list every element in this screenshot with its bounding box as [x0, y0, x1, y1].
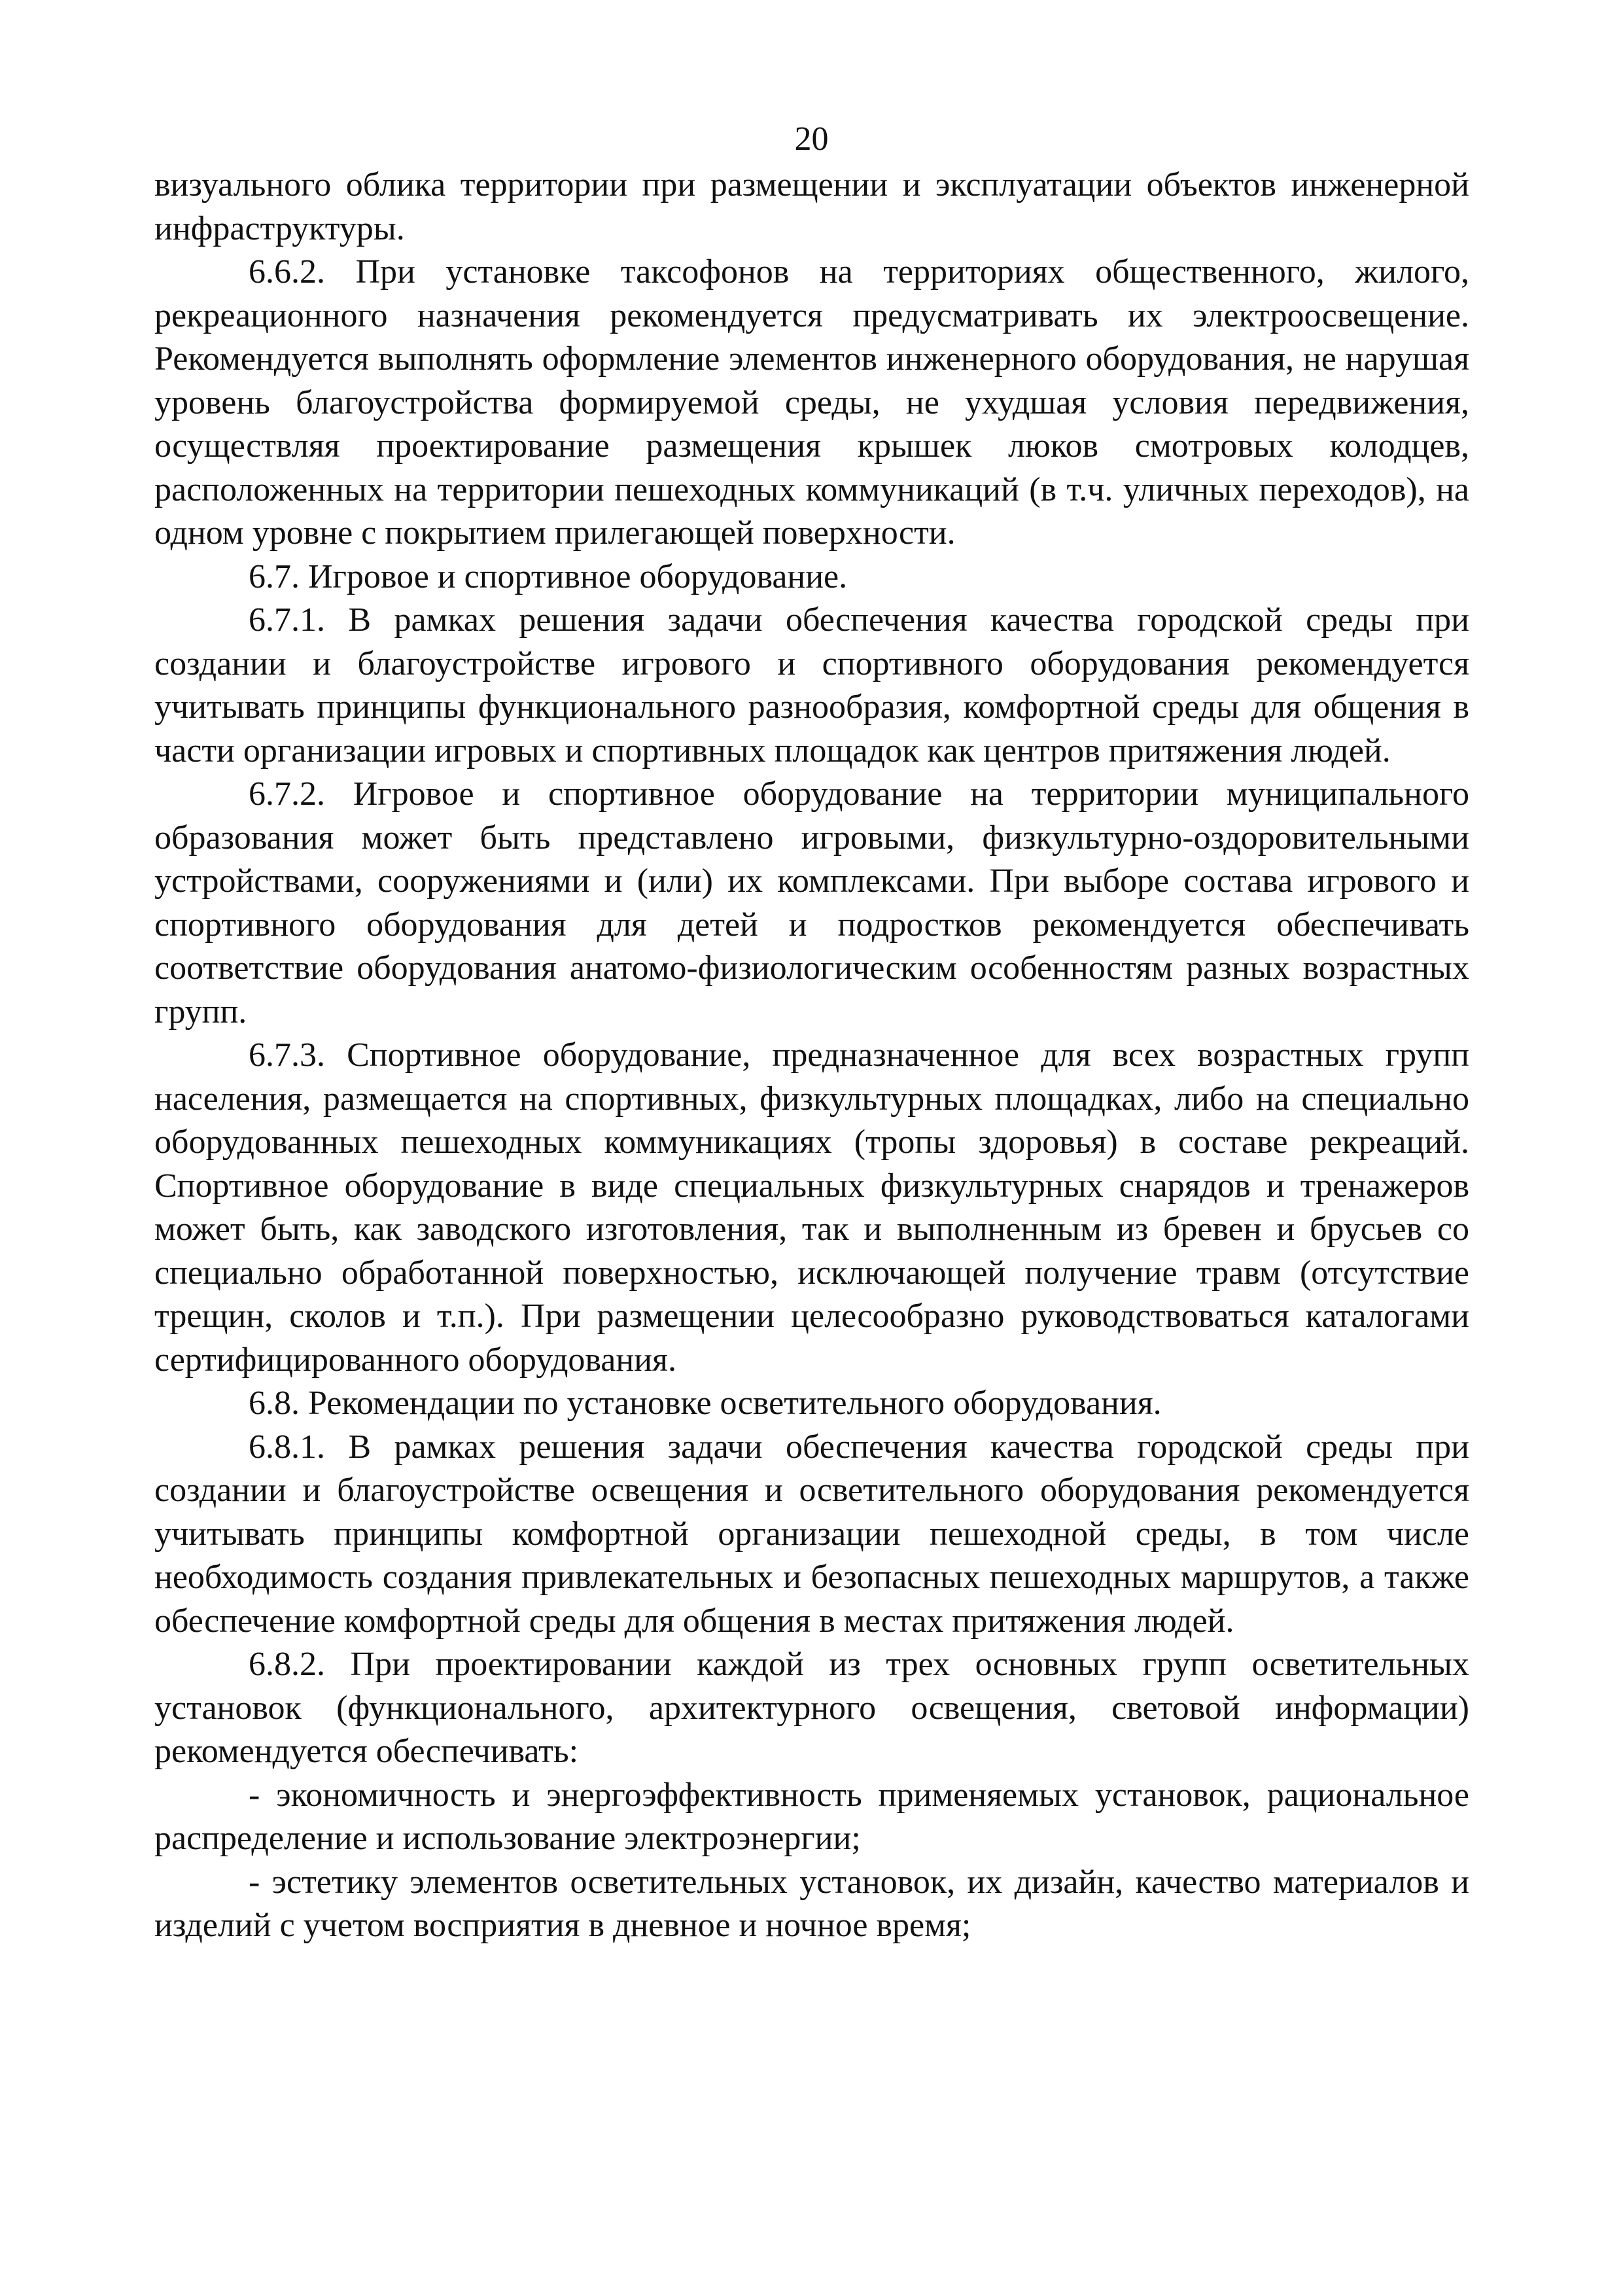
paragraph-6-8-2: 6.8.2. При проектировании каждой из трех основных групп осветительных установок (функционального, архитектурного освещения, световой информации) рекомендуется обеспечивать: — [154, 1646, 1469, 1770]
paragraph-6-7-2: 6.7.2. Игровое и спортивное оборудование на территории муниципального образования может быть представлено игровыми, физкультурно-оздоровительными устройствами, сооружениями и (или) их комплексами. При выборе состава игрового и спортивного оборудования для детей и подростков рекомендуется обеспечивать соответствие оборудования анатомо-физиологическим особенностям разных возрастных групп. — [154, 775, 1469, 1031]
paragraph-continuation: визуального облика территории при размещении и эксплуатации объектов инженерной инфраструктуры. — [154, 166, 1469, 247]
paragraph-6-7-1: 6.7.1. В рамках решения задачи обеспечения качества городской среды при создании и благоустройстве игрового и спортивного оборудования рекомендуется учитывать принципы функционального разнообразия, комфортной среды для общения в части организации игровых и спортивных площадок как центров притяжения людей. — [154, 601, 1469, 769]
paragraph-6-8-1: 6.8.1. В рамках решения задачи обеспечения качества городской среды при создании и благоустройстве освещения и осветительного оборудования рекомендуется учитывать принципы комфортной организации пешеходной среды, в том числе необходимость создания привлекательных и безопасных пешеходных маршрутов, а также обеспечение комфортной среды для общения в местах притяжения людей. — [154, 1428, 1469, 1640]
section-heading-6-7: 6.7. Игровое и спортивное оборудование. — [249, 557, 848, 595]
paragraph-6-7-3: 6.7.3. Спортивное оборудование, предназначенное для всех возрастных групп населения, размещается на спортивных, физкультурных площадках, либо на специально оборудованных пешеходных коммуникациях (тропы здоровья) в составе рекреаций. Спортивное оборудование в виде специальных физкультурных снарядов и тренажеров может быть, как заводского изготовления, так и выполненным из бревен и брусьев со специально обработанной поверхностью, исключающей получение травм (отсутствие трещин, сколов и т.п.). При размещении целесообразно руководствоваться каталогами сертифицированного оборудования. — [154, 1036, 1469, 1379]
section-heading-6-8: 6.8. Рекомендации по установке осветительного оборудования. — [249, 1385, 1162, 1422]
document-body — [154, 164, 1469, 1948]
list-item-economy: - экономичность и энергоэффективность применяемых установок, рациональное распределение и использование электроэнергии; — [154, 1776, 1469, 1857]
paragraph-6-6-2: 6.6.2. При установке таксофонов на территориях общественного, жилого, рекреационного назначения рекомендуется предусматривать их электроосвещение. Рекомендуется выполнять оформление элементов инженерного оборудования, не нарушая уровень благоустройства формируемой среды, не ухудшая условия передвижения, осуществляя проектирование размещения крышек люков смотровых колодцев, расположенных на территории пешеходных коммуникаций (в т.ч. уличных переходов), на одном уровне с покрытием прилегающей поверхности. — [154, 253, 1469, 552]
list-item-aesthetics: - эстетику элементов осветительных установок, их дизайн, качество материалов и изделий с учетом восприятия в дневное и ночное время; — [154, 1863, 1469, 1944]
page-number: 20 — [794, 120, 829, 158]
